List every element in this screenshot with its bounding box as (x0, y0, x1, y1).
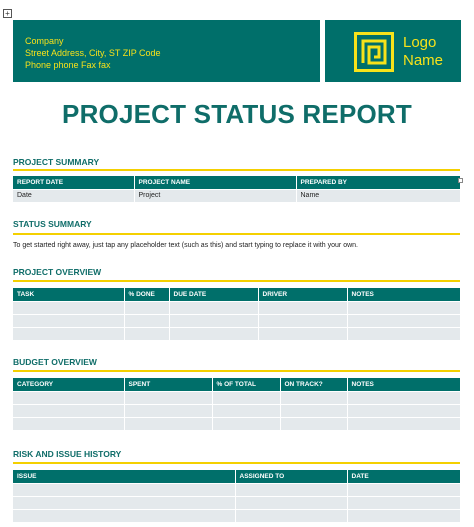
section-divider (13, 462, 460, 464)
risk-history-table[interactable] (13, 470, 460, 522)
table-header-row (13, 470, 460, 483)
column-header: ASSIGNED TO (235, 470, 347, 483)
column-header: ISSUE (13, 470, 235, 483)
column-header: NOTES (347, 288, 460, 301)
column-header: % OF TOTAL (212, 378, 280, 391)
budget-overview-heading[interactable]: BUDGET OVERVIEW (13, 357, 97, 367)
column-header: PROJECT NAME (134, 176, 296, 189)
project-summary-table[interactable] (13, 176, 460, 202)
table-row[interactable] (13, 483, 460, 496)
table-move-handle[interactable]: + (3, 9, 12, 18)
column-header: DATE (347, 470, 460, 483)
status-summary-heading[interactable]: STATUS SUMMARY (13, 219, 92, 229)
project-overview-table[interactable] (13, 288, 460, 340)
company-info-block[interactable] (13, 20, 320, 82)
table-row[interactable] (13, 327, 460, 340)
table-header-row (13, 176, 460, 189)
project-overview-heading[interactable]: PROJECT OVERVIEW (13, 267, 102, 277)
column-header: NOTES (347, 378, 460, 391)
prepared-by-cell[interactable]: Name (296, 189, 460, 202)
column-header: DUE DATE (169, 288, 258, 301)
table-row[interactable] (13, 417, 460, 430)
section-divider (13, 233, 460, 235)
table-row[interactable] (13, 496, 460, 509)
column-header: TASK (13, 288, 124, 301)
table-row[interactable] (13, 314, 460, 327)
column-header: % DONE (124, 288, 169, 301)
table-row[interactable] (13, 189, 460, 202)
company-contact[interactable]: Phone phone Fax fax (25, 60, 111, 70)
table-resize-handle[interactable] (458, 178, 463, 183)
table-header-row (13, 378, 460, 391)
column-header: ON TRACK? (280, 378, 347, 391)
report-date-cell[interactable]: Date (13, 189, 134, 202)
company-address[interactable]: Street Address, City, ST ZIP Code (25, 48, 161, 58)
section-divider (13, 280, 460, 282)
table-row[interactable] (13, 404, 460, 417)
risk-history-heading[interactable]: RISK AND ISSUE HISTORY (13, 449, 122, 459)
table-header-row (13, 288, 460, 301)
column-header: DRIVER (258, 288, 347, 301)
column-header: SPENT (124, 378, 212, 391)
section-divider (13, 370, 460, 372)
maze-logo-icon (354, 32, 394, 72)
project-name-cell[interactable]: Project (134, 189, 296, 202)
column-header: REPORT DATE (13, 176, 134, 189)
logo-name[interactable]: Logo Name (403, 34, 444, 69)
table-row[interactable] (13, 301, 460, 314)
project-summary-heading[interactable]: PROJECT SUMMARY (13, 157, 100, 167)
section-divider (13, 169, 460, 171)
table-row[interactable] (13, 391, 460, 404)
status-summary-text[interactable]: To get started right away, just tap any placeholder text (such as this) and start typing to replace it with your own. (13, 242, 358, 249)
logo-block[interactable] (325, 20, 461, 82)
company-name[interactable]: Company (25, 36, 64, 46)
table-row[interactable] (13, 509, 460, 522)
column-header: CATEGORY (13, 378, 124, 391)
report-title[interactable]: PROJECT STATUS REPORT (62, 99, 412, 129)
budget-overview-table[interactable] (13, 378, 460, 430)
column-header: PREPARED BY (296, 176, 460, 189)
